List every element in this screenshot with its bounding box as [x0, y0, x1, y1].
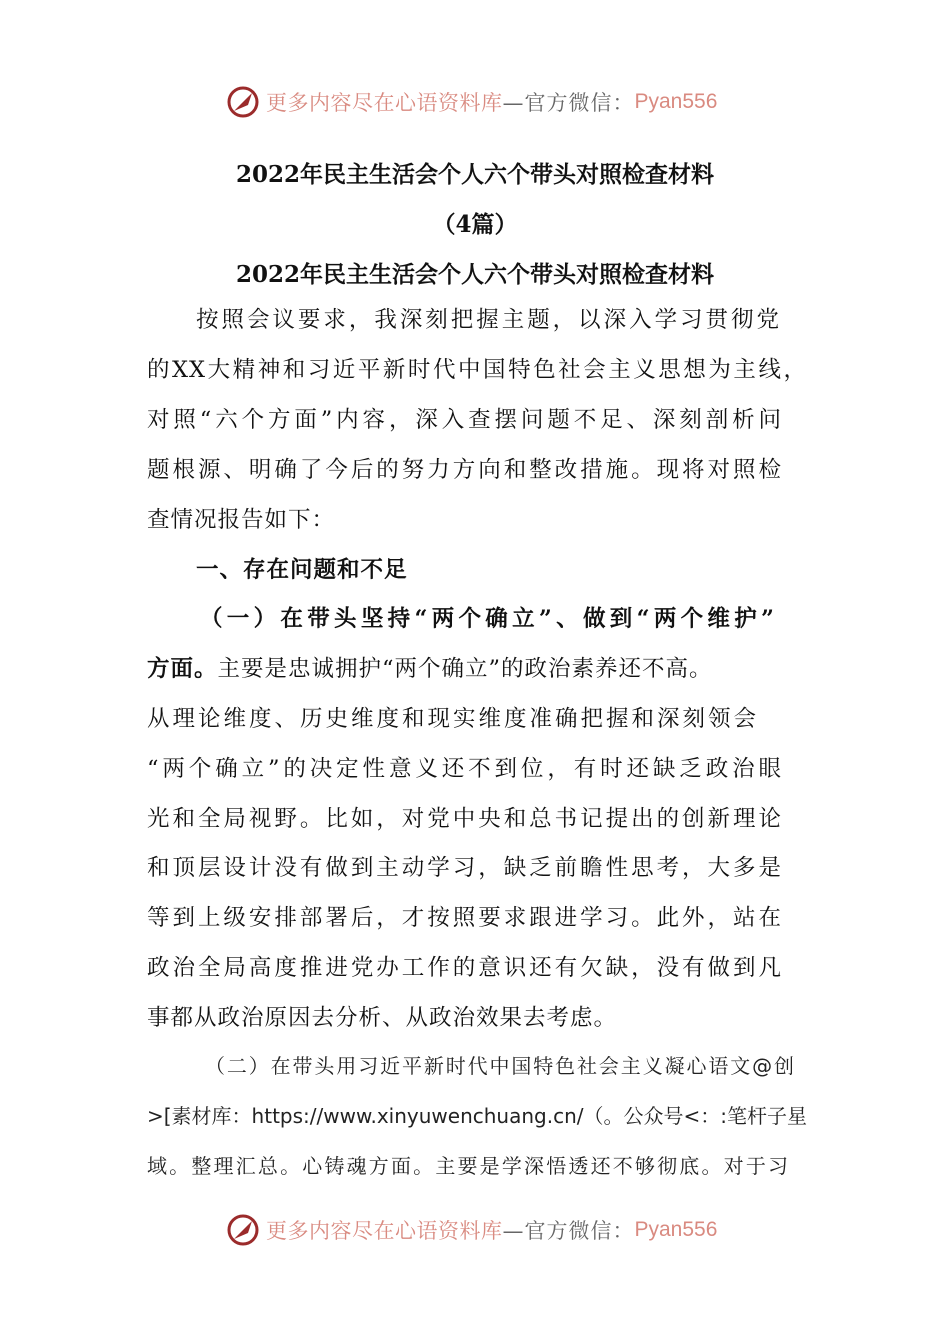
paragraph-text: 主要是忠诚拥护“两个确立”的政治素养还不高。	[217, 656, 713, 682]
watermark-header	[226, 82, 717, 122]
paragraph-line: 事都从政治原因去分析、从政治效果去考虑。	[147, 1005, 618, 1031]
paragraph-line: 查情况报告如下：	[147, 507, 336, 533]
paragraph-line: 的XX大精神和习近平新时代中国特色社会主义思想为主线，	[147, 357, 807, 383]
paragraph-line: >[素材库：https://www.xinyuwenchuang.cn/（。公众号<：:笔杆子星	[147, 1104, 807, 1128]
subheading-1-end: 方面。	[147, 656, 218, 682]
document-subtitle: （4篇）	[432, 211, 518, 238]
paragraph-line: 对照“六个方面”内容，深入查摆问题不足、深刻剖析问	[147, 407, 782, 433]
paragraph-line: 政治全局高度推进党办工作的意识还有欠缺，没有做到凡	[147, 955, 782, 981]
watermark-text: —官方微信：	[502, 1219, 635, 1243]
paragraph-line: 从理论维度、历史维度和现实维度准确把握和深刻领会	[147, 706, 757, 732]
section-title: 2022年民主生活会个人六个带头对照检查材料	[235, 261, 714, 288]
watermark-text: —官方微信：	[502, 91, 635, 115]
paragraph-line: 按照会议要求，我深刻把握主题，以深入学习贯彻党	[196, 307, 780, 333]
paragraph-line	[147, 654, 802, 684]
pen-logo-icon	[226, 1213, 260, 1247]
watermark-text: 更多内容尽在心语资料库	[266, 91, 503, 115]
document-title: 2022年民主生活会个人六个带头对照检查材料	[235, 161, 714, 188]
paragraph-line: 等到上级安排部署后，才按照要求跟进学习。此外，站在	[147, 905, 782, 931]
watermark-wechat-id: Pyan556	[634, 90, 718, 113]
heading-problems: 一、存在问题和不足	[196, 557, 408, 583]
watermark-wechat-id: Pyan556	[634, 1218, 718, 1241]
paragraph-line: 题根源、明确了今后的努力方向和整改措施。现将对照检	[147, 457, 782, 483]
subheading-1: （一）在带头坚持“两个确立”、做到“两个维护”	[200, 606, 775, 632]
paragraph-line: 域。整理汇总。心铸魂方面。主要是学深悟透还不够彻底。对于习	[147, 1154, 789, 1178]
paragraph-line: 和顶层设计没有做到主动学习，缺乏前瞻性思考，大多是	[147, 855, 782, 881]
watermark-text: 更多内容尽在心语资料库	[266, 1219, 503, 1243]
watermark-footer	[226, 1210, 717, 1250]
paragraph-line: 光和全局视野。比如，对党中央和总书记提出的创新理论	[147, 806, 782, 832]
paragraph-line: “两个确立”的决定性意义还不到位，有时还缺乏政治眼	[147, 756, 782, 782]
pen-logo-icon	[226, 85, 260, 119]
paragraph-line: （二）在带头用习近平新时代中国特色社会主义凝心语文@创	[205, 1054, 795, 1078]
